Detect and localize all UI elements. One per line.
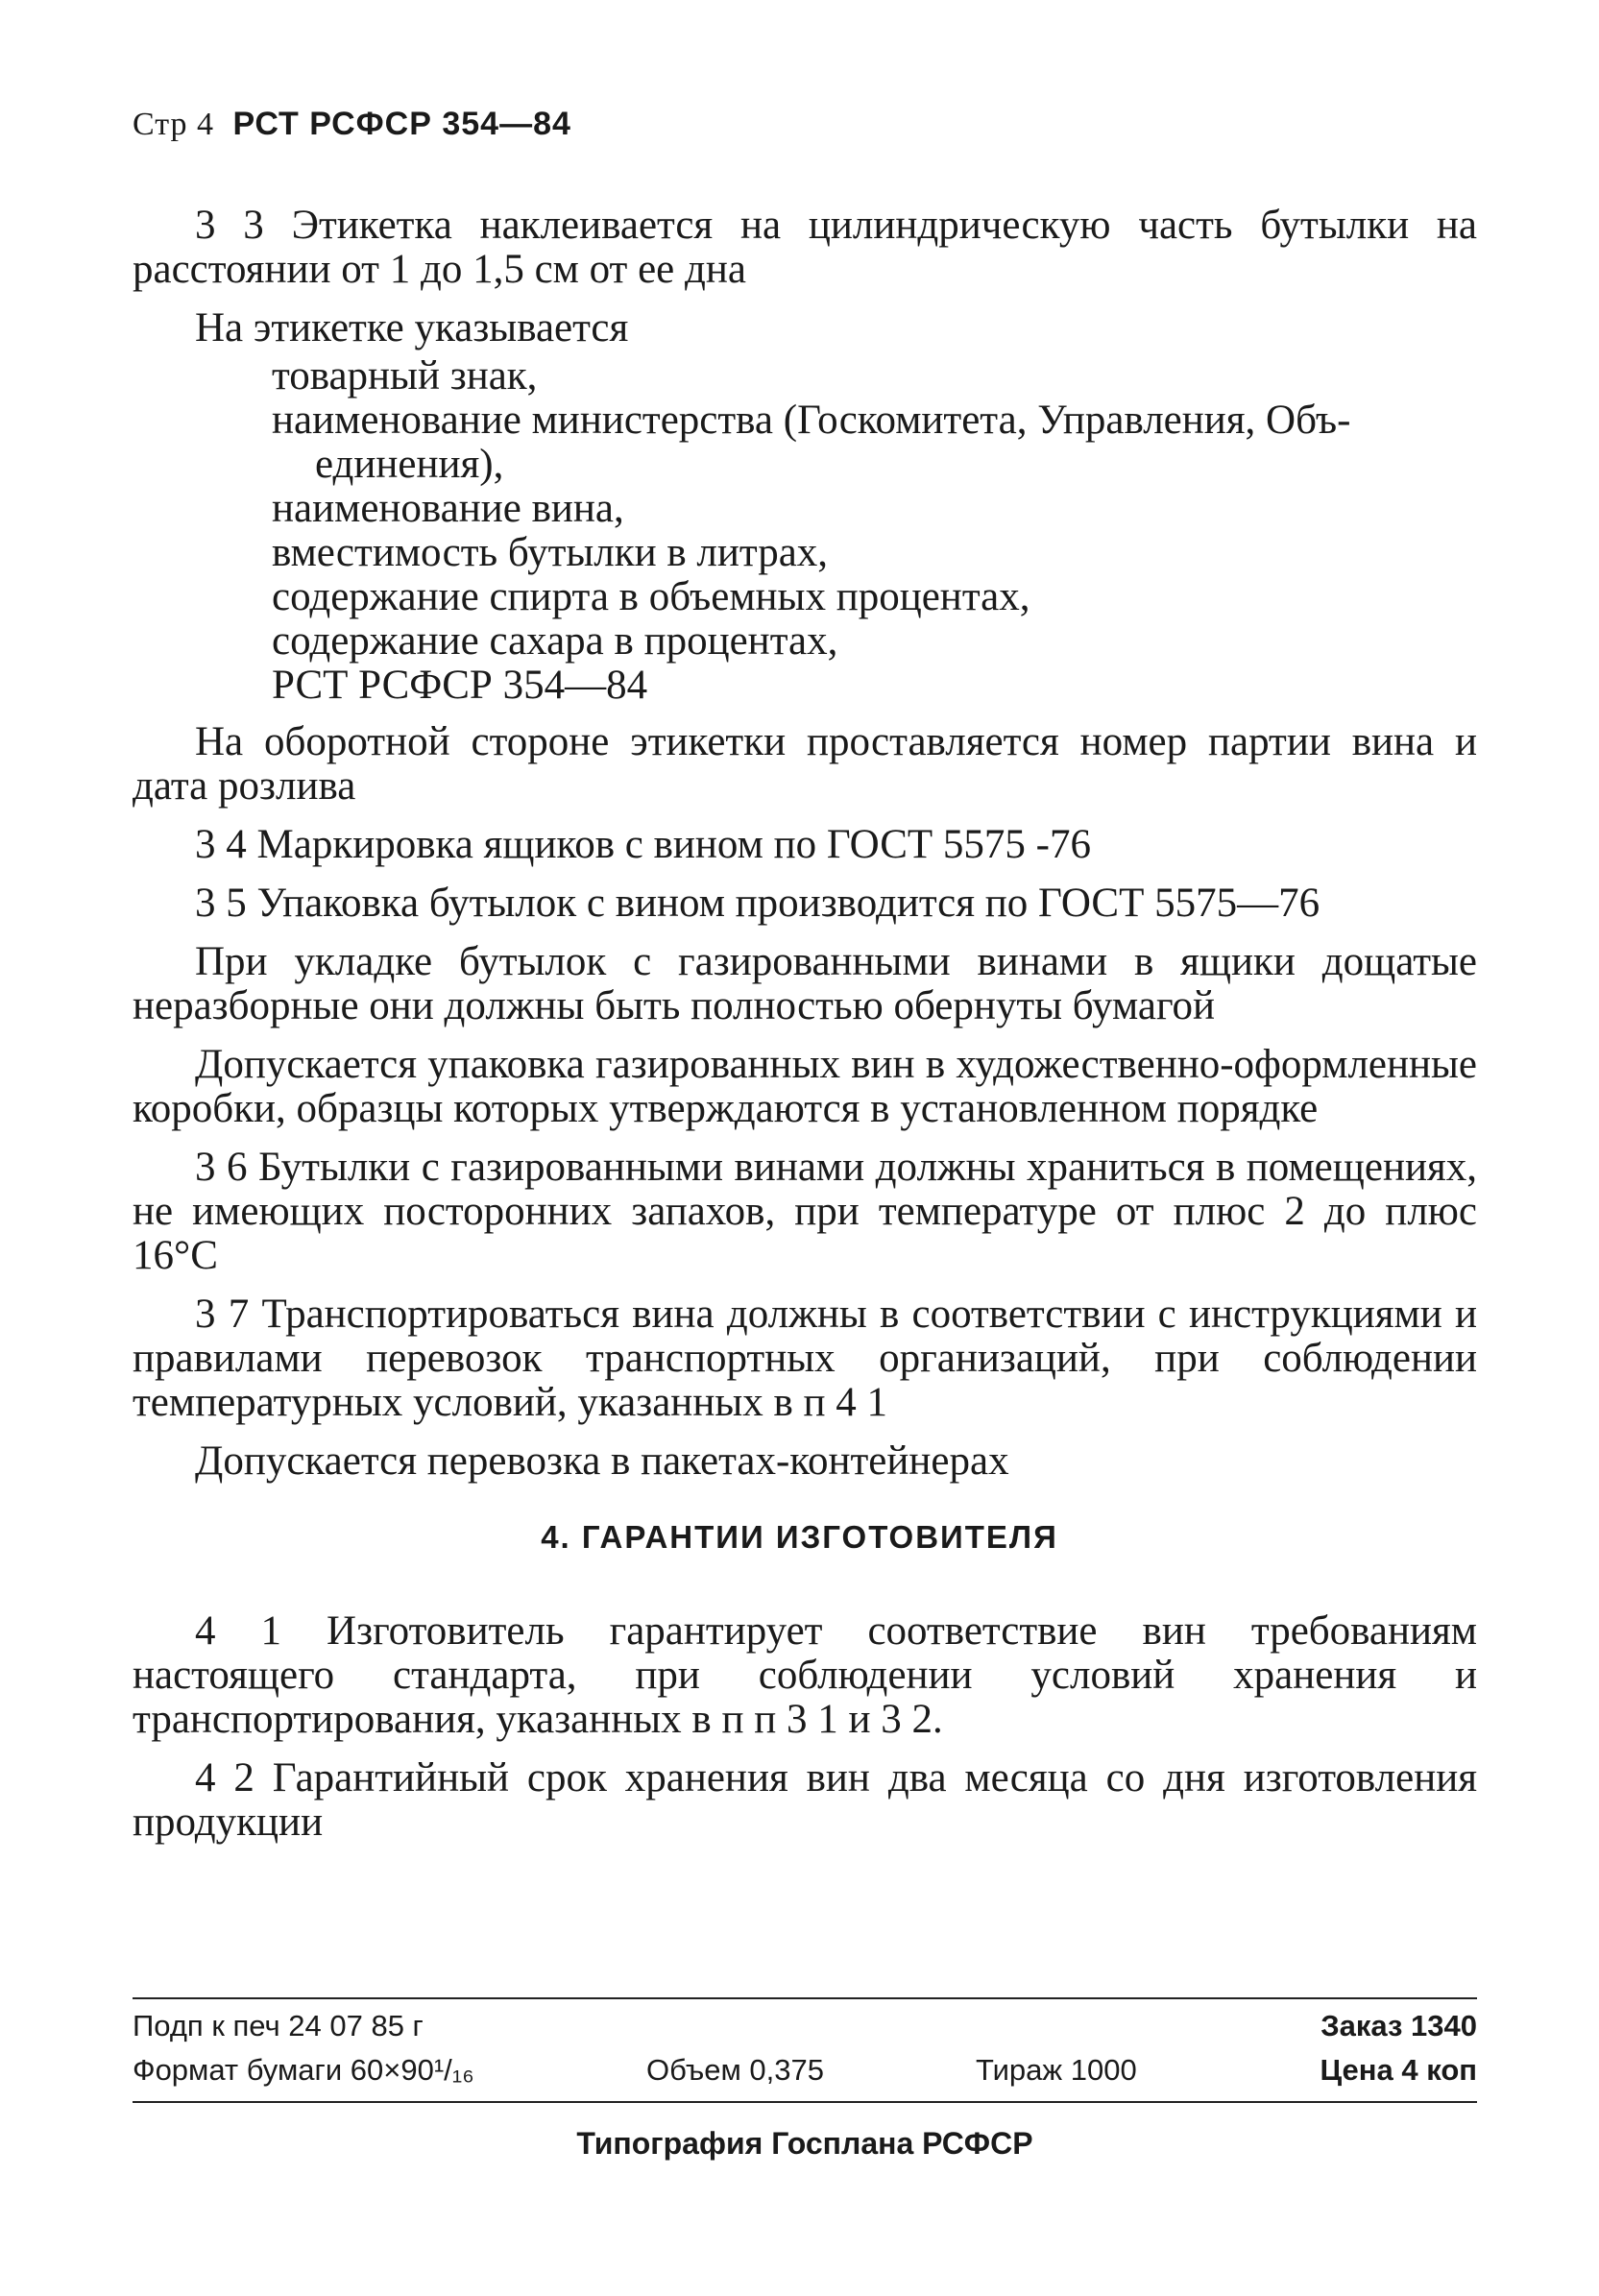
list-item: содержание спирта в объемных процентах, <box>272 574 1030 619</box>
list-item: вместимость бутылки в литрах, <box>272 530 829 575</box>
section-4-body <box>133 1609 1477 1859</box>
page-header <box>133 106 571 143</box>
printing-house: Типография Госплана РСФСР <box>576 2126 1033 2161</box>
paragraph-gift-boxes: Допускается упаковка газированных вин в художественно-оформленные коробки, образцы которых утверждаются в установленном порядке <box>133 1042 1477 1131</box>
imprint-block <box>133 1997 1477 2162</box>
order-number: Заказ 1340 <box>1320 2009 1477 2042</box>
paragraph-packing: При укладке бутылок с газированными винами в ящики дощатые неразборные они должны быть полностью обернуты бумагой <box>133 939 1477 1028</box>
page-number: Стр 4 <box>133 107 215 142</box>
section-3-body <box>133 204 1477 1498</box>
paragraph-4-1: 4 1 Изготовитель гарантирует соответствие вин требованиям настоящего стандарта, при соблюдении условий хранения и транспортирования, указанных в п п 3 1 и 3 2. <box>133 1608 1477 1742</box>
list-item: товарный знак, <box>272 353 538 399</box>
standard-code: РСТ РСФСР 354—84 <box>232 106 571 142</box>
label-contents-list <box>133 354 1477 708</box>
list-item: наименование вина, <box>272 486 624 531</box>
imprint-row-1 <box>133 1999 1477 2051</box>
print-volume: Объем 0,375 <box>646 2053 824 2087</box>
label-lead: На этикетке указывается <box>195 305 629 350</box>
paragraph-containers: Допускается перевозка в пакетах-контейнерах <box>195 1438 1009 1484</box>
paragraph-3-6: 3 6 Бутылки с газированными винами должны храниться в помещениях, не имеющих посторонних запахов, при температуре от плюс 2 до плюс 16°С <box>133 1145 1477 1278</box>
paragraph-label-back: На оборотной стороне этикетки проставляется номер партии вина и дата розлива <box>133 719 1477 809</box>
paragraph-4-2: 4 2 Гарантийный срок хранения вин два месяца со дня изготовления продукции <box>133 1755 1477 1845</box>
price: Цена 4 коп <box>1320 2053 1477 2087</box>
list-item: единения), <box>315 442 504 487</box>
paragraph-3-4: 3 4 Маркировка ящиков с вином по ГОСТ 5575 -76 <box>195 822 1091 867</box>
list-item: содержание сахара в процентах, <box>272 618 838 664</box>
signed-to-print: Подп к печ 24 07 85 г <box>133 2009 424 2042</box>
list-item: РСТ РСФСР 354—84 <box>272 663 648 708</box>
section-4-title: 4. ГАРАНТИИ ИЗГОТОВИТЕЛЯ <box>541 1519 1058 1555</box>
paragraph-3-7: 3 7 Транспортироваться вина должны в соответствии с инструкциями и правилами перевозок транспортных организаций, при соблюдении температурных условий, указанных в п 4 1 <box>133 1292 1477 1425</box>
paragraph-3-5: 3 5 Упаковка бутылок с вином производится по ГОСТ 5575—76 <box>195 881 1320 926</box>
imprint-row-2 <box>133 2051 1477 2101</box>
paragraph-3-3: 3 3 Этикетка наклеивается на цилиндрическую часть бутылки на расстоянии от 1 до 1,5 см от ее дна <box>133 203 1477 292</box>
list-item: наименование министерства (Госкомитета, Управления, Объ- <box>272 398 1351 443</box>
print-run: Тираж 1000 <box>976 2053 1137 2087</box>
imprint-bottom-rule <box>133 2101 1477 2103</box>
paper-format: Формат бумаги 60×90¹/₁₆ <box>133 2053 474 2087</box>
